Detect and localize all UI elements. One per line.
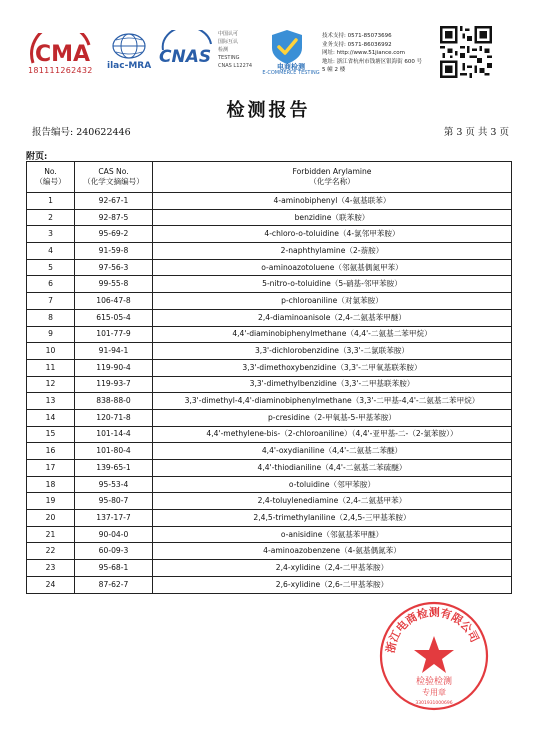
cell-chemical-name: 3,3'-dimethyl-4,4'-diaminobiphenylmethane（3,3'-二甲基-4,4'-二氨基二苯甲烷） <box>153 393 512 410</box>
table-row <box>27 560 512 577</box>
cell-no: 14 <box>27 409 75 426</box>
cell-cas: 106-47-8 <box>75 293 153 310</box>
cell-no: 16 <box>27 443 75 460</box>
table-header-row <box>27 162 512 193</box>
contact-line: 技术支持: 0571-85073696 <box>322 33 392 39</box>
cell-cas: 99-55-8 <box>75 276 153 293</box>
cell-chemical-name: 2-naphthylamine（2-萘胺） <box>153 243 512 260</box>
cell-no: 7 <box>27 293 75 310</box>
cell-cas: 101-80-4 <box>75 443 153 460</box>
table-row <box>27 343 512 360</box>
cma-text: CMA <box>35 42 91 67</box>
forbidden-arylamine-table <box>26 161 512 594</box>
cell-no: 22 <box>27 543 75 560</box>
table-row <box>27 543 512 560</box>
cell-cas: 101-14-4 <box>75 426 153 443</box>
cell-no: 19 <box>27 493 75 510</box>
contact-line: 业务支持: 0571-86036992 <box>322 41 392 48</box>
table-row <box>27 209 512 226</box>
cert-line: CNAS L12274 <box>218 63 253 69</box>
table-row <box>27 393 512 410</box>
table-row <box>27 443 512 460</box>
table-row <box>27 309 512 326</box>
cell-chemical-name: 2,6-xylidine（2,6-二甲基苯胺） <box>153 576 512 593</box>
cell-chemical-name: o-toluidine（邻甲苯胺） <box>153 476 512 493</box>
cell-cas: 90-04-0 <box>75 526 153 543</box>
ecommerce-testing-label <box>262 64 320 76</box>
cell-chemical-name: 4-aminoazobenzene（4-氨基偶氮苯） <box>153 543 512 560</box>
table-row <box>27 293 512 310</box>
attachment-label: 附页: <box>26 152 48 162</box>
cell-cas: 119-90-4 <box>75 359 153 376</box>
cell-chemical-name: benzidine（联苯胺） <box>153 209 512 226</box>
cell-chemical-name: 3,3'-dichlorobenzidine（3,3'-二氯联苯胺） <box>153 343 512 360</box>
page-number: 第 3 页 共 3 页 <box>443 127 509 138</box>
ilac-text: ilac-MRA <box>107 61 152 71</box>
table-row <box>27 476 512 493</box>
cell-cas: 97-56-3 <box>75 259 153 276</box>
cell-no: 4 <box>27 243 75 260</box>
cell-no: 1 <box>27 193 75 210</box>
table-row <box>27 259 512 276</box>
cell-chemical-name: 2,4-xylidine（2,4-二甲基苯胺） <box>153 560 512 577</box>
report-header <box>0 0 537 95</box>
col-header-no: No. （编号） <box>27 162 75 193</box>
col-header-cas: CAS No. （化学文摘编号） <box>75 162 153 193</box>
table-row <box>27 226 512 243</box>
cell-chemical-name: 4-chloro-o-toluidine（4-氯邻甲苯胺） <box>153 226 512 243</box>
cell-cas: 95-68-1 <box>75 560 153 577</box>
ec-label-cn: 电商检测 <box>277 63 305 71</box>
cell-no: 21 <box>27 526 75 543</box>
cma-number: 181111262432 <box>28 66 93 75</box>
cell-no: 3 <box>27 226 75 243</box>
cnas-logo-icon <box>157 30 217 72</box>
cell-chemical-name: 2,4-toluylenediamine（2,4-二氨基甲苯） <box>153 493 512 510</box>
table-row <box>27 243 512 260</box>
table-row <box>27 510 512 527</box>
table-row <box>27 526 512 543</box>
table-row <box>27 493 512 510</box>
cnas-text: CNAS <box>159 47 212 67</box>
cert-line: 国际互认 <box>218 39 239 45</box>
cell-cas: 119-93-7 <box>75 376 153 393</box>
cell-cas: 838-88-0 <box>75 393 153 410</box>
cert-line: 中国认可 <box>218 31 239 37</box>
cell-cas: 137-17-7 <box>75 510 153 527</box>
cell-cas: 91-59-8 <box>75 243 153 260</box>
cell-cas: 120-71-8 <box>75 409 153 426</box>
table-row <box>27 326 512 343</box>
contact-line: 5 幢 2 楼 <box>322 67 346 73</box>
table-row <box>27 576 512 593</box>
cell-chemical-name: 3,3'-dimethoxybenzidine（3,3'-二甲氧基联苯胺） <box>153 359 512 376</box>
report-number: 报告编号: 240622446 <box>32 127 131 138</box>
ilac-mra-logo-icon <box>104 32 154 72</box>
table-row <box>27 409 512 426</box>
cell-chemical-name: p-chloroaniline（对氯苯胺） <box>153 293 512 310</box>
table-row <box>27 193 512 210</box>
cell-no: 9 <box>27 326 75 343</box>
cell-cas: 101-77-9 <box>75 326 153 343</box>
cell-chemical-name: 3,3'-dimethylbenzidine（3,3'-二甲基联苯胺） <box>153 376 512 393</box>
cell-cas: 87-62-7 <box>75 576 153 593</box>
cell-chemical-name: 4,4'-methylene-bis-（2-chloroaniline）（4,4'-亚甲基-二-（2-氯苯胺）） <box>153 426 512 443</box>
cell-cas: 615-05-4 <box>75 309 153 326</box>
stamp-center-line1: 检验检测 <box>415 677 453 687</box>
cell-cas: 91-94-1 <box>75 343 153 360</box>
cert-line: 检测 <box>218 47 229 53</box>
cell-chemical-name: 4,4'-diaminobiphenylmethane（4,4'-二氨基二苯甲烷） <box>153 326 512 343</box>
cell-cas: 60-09-3 <box>75 543 153 560</box>
cell-cas: 139-65-1 <box>75 460 153 477</box>
contact-line: 地址: 浙江省杭州市钱塘区银海街 600 号 <box>322 58 423 65</box>
cell-chemical-name: 4,4'-oxydianiline（4,4'-二氨基二苯醚） <box>153 443 512 460</box>
stamp-ring-text: 浙江电商检测有限公司 <box>383 605 482 655</box>
cell-chemical-name: p-cresidine（2-甲氧基-5-甲基苯胺） <box>153 409 512 426</box>
qr-code-icon[interactable] <box>440 26 492 78</box>
cell-no: 11 <box>27 359 75 376</box>
cell-chemical-name: 2,4,5-trimethylaniline（2,4,5-三甲基苯胺） <box>153 510 512 527</box>
cert-line: TESTING <box>218 55 240 61</box>
cell-chemical-name: 4,4'-thiodianiline（4,4'-二氨基二苯硫醚） <box>153 460 512 477</box>
cell-chemical-name: o-anisidine（邻氨基苯甲醚） <box>153 526 512 543</box>
col-header-name: Forbidden Arylamine （化学名称） <box>153 162 512 193</box>
cell-chemical-name: 2,4-diaminoanisole（2,4-二氨基苯甲醚） <box>153 309 512 326</box>
contact-info <box>322 32 422 75</box>
cell-no: 15 <box>27 426 75 443</box>
table-row <box>27 359 512 376</box>
stamp-number: 3301931000696 <box>415 701 453 706</box>
cell-no: 2 <box>27 209 75 226</box>
cell-no: 8 <box>27 309 75 326</box>
table-row <box>27 376 512 393</box>
table-row <box>27 276 512 293</box>
cell-cas: 92-87-5 <box>75 209 153 226</box>
cell-no: 23 <box>27 560 75 577</box>
accreditation-text <box>218 30 252 70</box>
ec-label-en: E-COMMERCE TESTING <box>262 70 320 76</box>
table-row <box>27 460 512 477</box>
cell-no: 20 <box>27 510 75 527</box>
cell-chemical-name: o-aminoazotoluene（邻氨基偶氮甲苯） <box>153 259 512 276</box>
cell-cas: 95-80-7 <box>75 493 153 510</box>
cell-cas: 95-69-2 <box>75 226 153 243</box>
cell-no: 6 <box>27 276 75 293</box>
cell-chemical-name: 4-aminobiphenyl（4-氨基联苯） <box>153 193 512 210</box>
page-title: 检测报告 <box>226 100 311 121</box>
cell-no: 12 <box>27 376 75 393</box>
contact-line: 网址: http://www.51jiance.com <box>322 50 406 56</box>
cell-no: 18 <box>27 476 75 493</box>
cell-cas: 95-53-4 <box>75 476 153 493</box>
cell-no: 13 <box>27 393 75 410</box>
cell-no: 17 <box>27 460 75 477</box>
stamp-center-line2: 专用章 <box>422 688 446 697</box>
cell-no: 10 <box>27 343 75 360</box>
table-row <box>27 426 512 443</box>
company-seal-stamp <box>378 600 490 712</box>
cell-chemical-name: 5-nitro-o-toluidine（5-硝基-邻甲苯胺） <box>153 276 512 293</box>
cell-no: 24 <box>27 576 75 593</box>
cell-no: 5 <box>27 259 75 276</box>
cell-cas: 92-67-1 <box>75 193 153 210</box>
